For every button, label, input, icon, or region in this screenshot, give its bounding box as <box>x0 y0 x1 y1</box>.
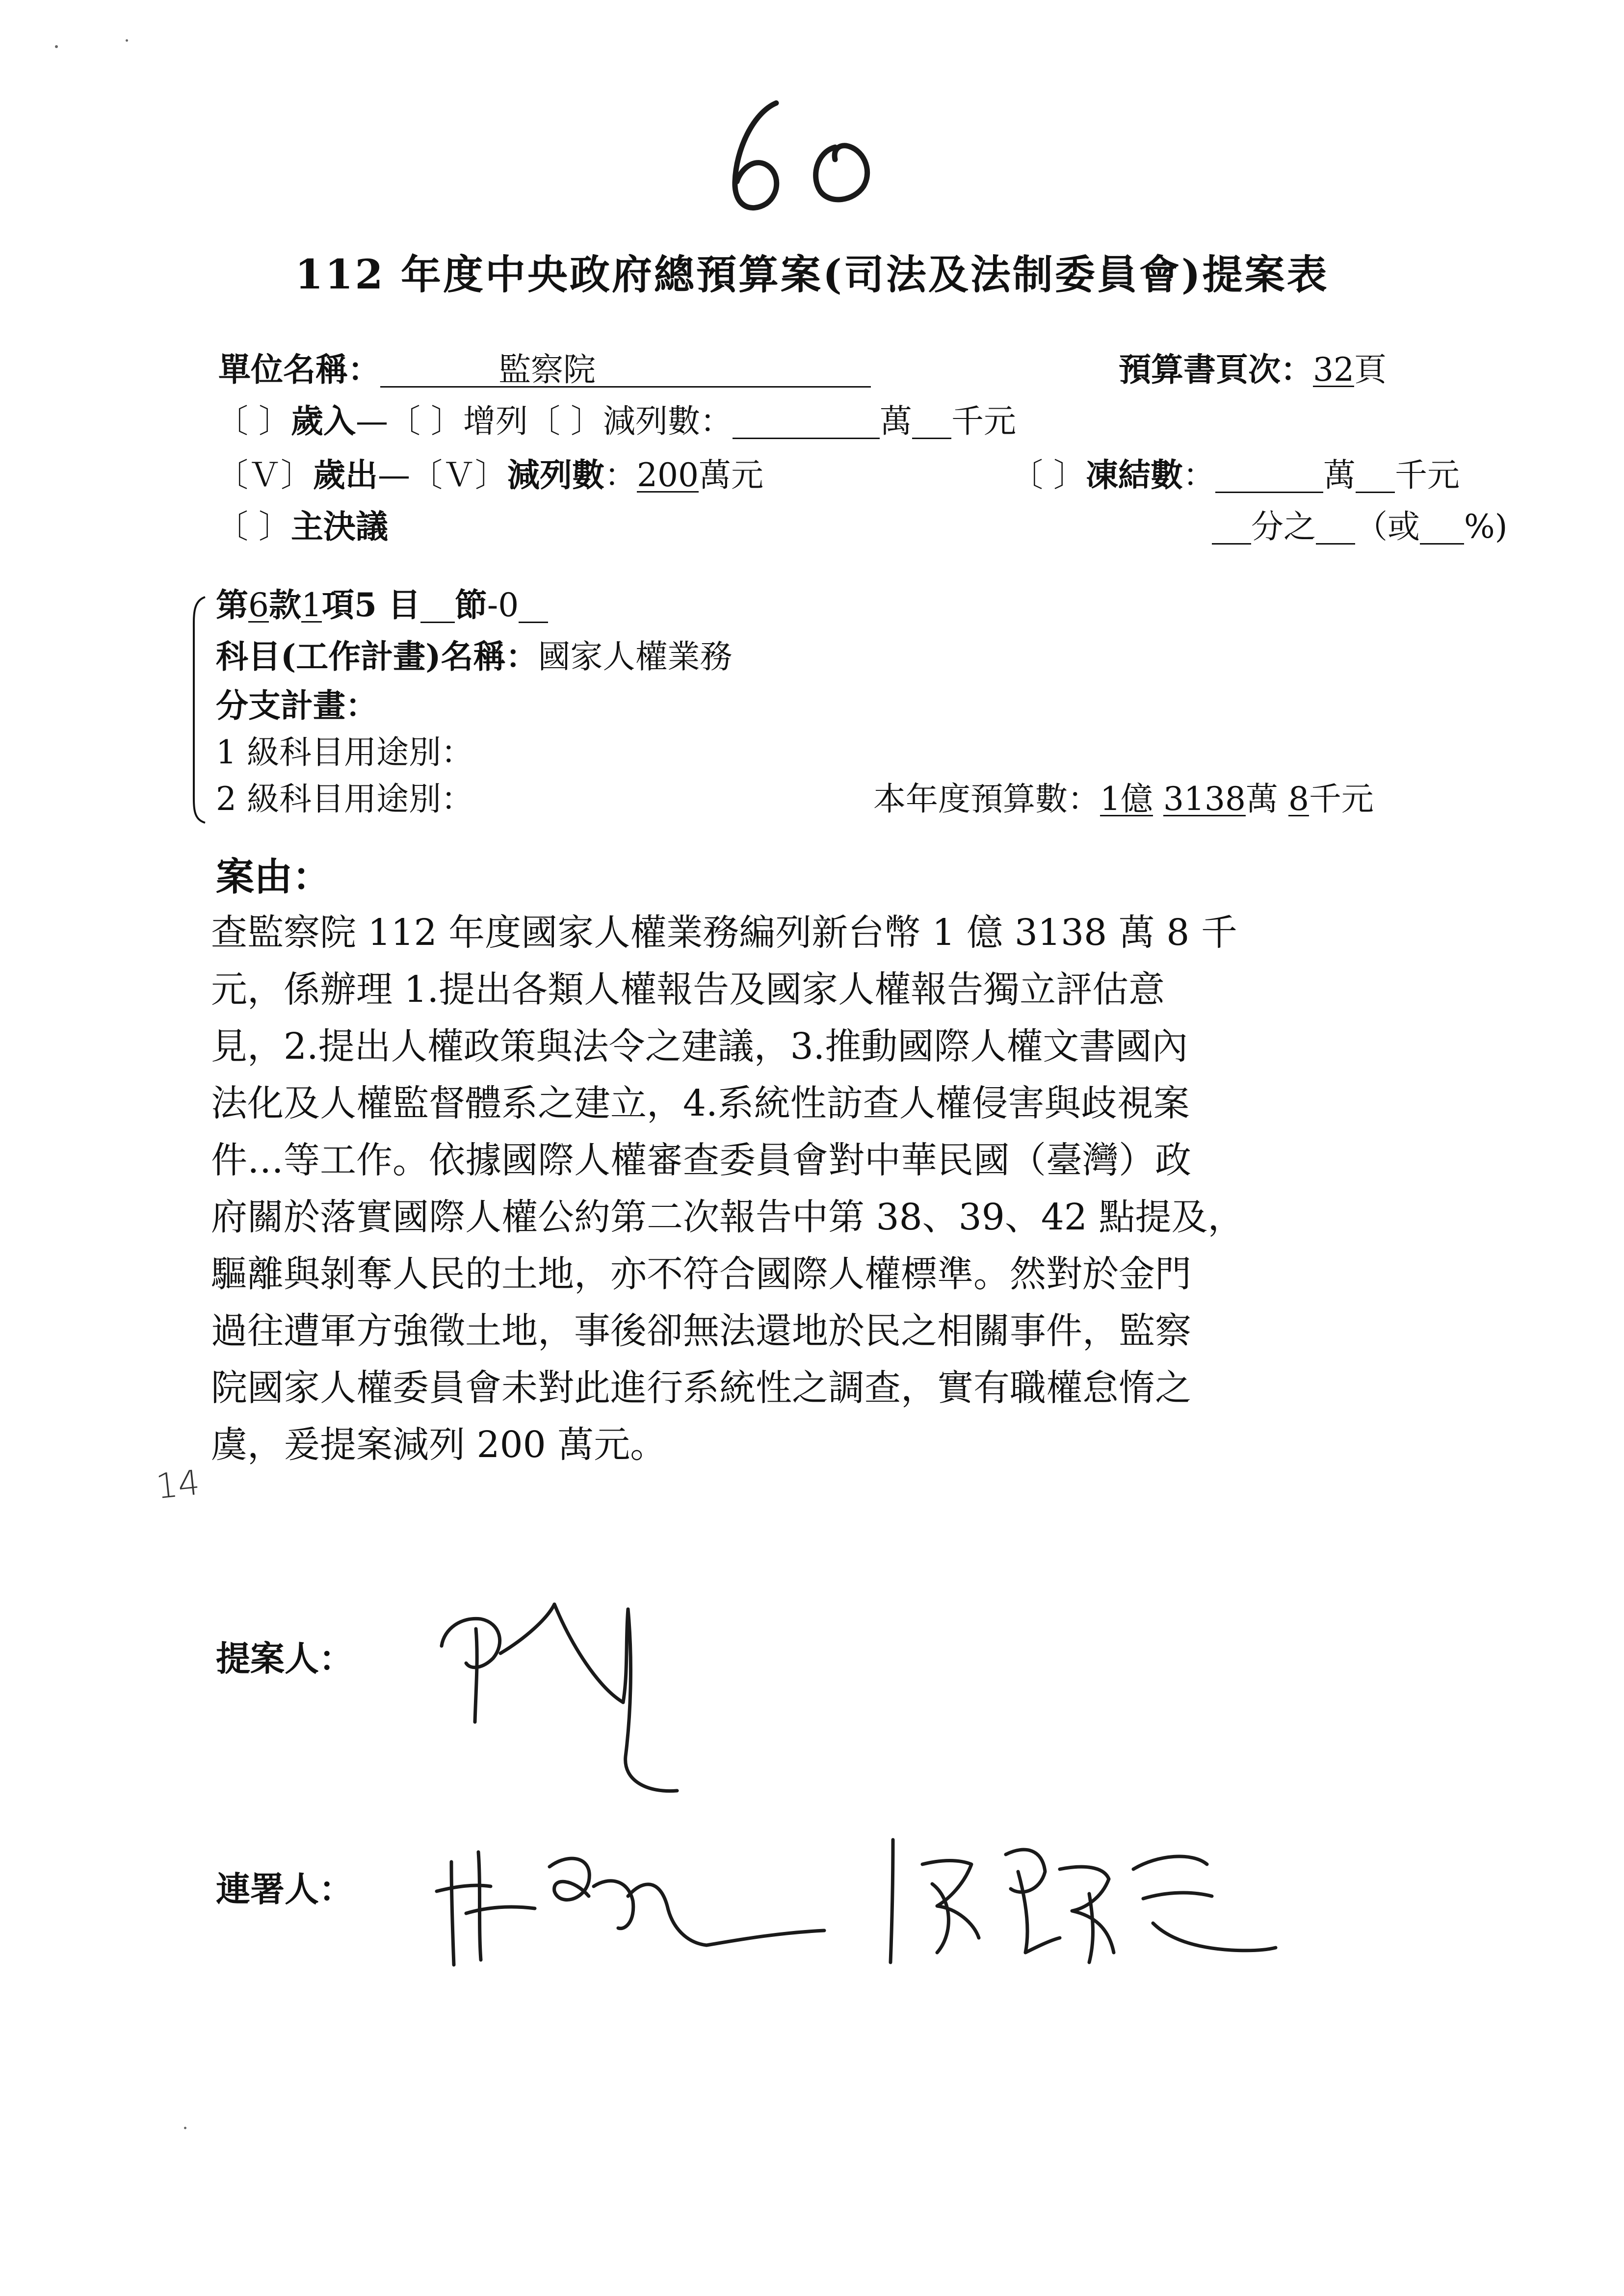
level1-label: 1 級科目用途別： <box>216 733 473 771</box>
level2-label: 2 級科目用途別： <box>216 780 473 818</box>
item-bracket <box>189 596 206 824</box>
handwritten-note: 14 <box>154 1462 202 1507</box>
qian-unit: 千元 <box>1394 456 1460 494</box>
case-line: 過往遭軍方強徵土地，事後卻無法還地於民之相關事件，監察 <box>211 1310 1191 1352</box>
colon: ： <box>1182 456 1215 494</box>
case-line: 法化及人權監督體系之建立，4.系統性訪查人權侵害與歧視案 <box>211 1082 1190 1124</box>
cut-value: 200 <box>637 456 699 494</box>
case-line: 見，2.提出人權政策與法令之建議，3.推動國際人權文書國內 <box>211 1025 1188 1068</box>
case-line: 院國家人權委員會未對此進行系統性之調查，實有職權怠惰之 <box>211 1367 1191 1409</box>
case-line: 虞，爰提案減列 200 萬元。 <box>211 1424 667 1466</box>
handwritten-page-number <box>707 91 903 218</box>
main-resolution-label: 主決議 <box>290 507 388 546</box>
annual-yi: 1 <box>1100 780 1121 818</box>
qian-unit: 千元 <box>951 402 1016 440</box>
budget-page-label: 預算書頁次： <box>1119 350 1313 389</box>
item-row <box>216 579 548 626</box>
wan-unit: 萬 <box>1323 456 1356 494</box>
case-heading: 案由： <box>216 855 331 899</box>
fraction-label: 分之 <box>1251 508 1316 546</box>
colon: ： <box>604 456 637 494</box>
revenue-decrease: 〔 〕減列數： <box>527 402 733 440</box>
subject-label: 科目(工作計畫)名稱： <box>216 637 538 676</box>
freeze-checkbox: 〔 〕 <box>1011 456 1086 494</box>
freeze-qian-blank <box>1356 459 1395 493</box>
case-line: 件…等工作。依據國際人權審查委員會對中華民國（臺灣）政 <box>211 1139 1191 1181</box>
speck <box>126 39 128 42</box>
unit-label: 單位名稱： <box>218 350 380 389</box>
jie-value: -0 <box>487 586 519 624</box>
fraction-row <box>1212 500 1507 547</box>
annual-wan-unit: 萬 <box>1245 780 1278 818</box>
subject-row <box>216 630 732 677</box>
speck <box>184 2127 186 2129</box>
annual-yi-unit: 億 <box>1121 780 1153 818</box>
freeze-wan-blank <box>1215 459 1323 493</box>
kuan-unit: 款 <box>269 586 301 624</box>
wan-unit: 萬 <box>879 402 912 440</box>
or-label: （或 <box>1355 508 1420 546</box>
cosigner-label: 連署人： <box>216 1869 353 1909</box>
dash: — <box>378 456 410 494</box>
budget-page-value: 32 <box>1313 351 1354 389</box>
unit-row <box>218 343 871 390</box>
cut-label: 減列數 <box>507 456 604 494</box>
kuan-label: 第 <box>216 586 248 624</box>
budget-page-unit: 頁 <box>1354 351 1387 389</box>
main-resolution-checkbox: 〔 〕 <box>216 508 291 546</box>
proposer-signature <box>432 1599 707 1820</box>
revenue-qian-blank <box>912 405 951 439</box>
annual-budget <box>873 773 1374 819</box>
annual-qian-unit: 千元 <box>1309 780 1374 818</box>
dash: — <box>355 402 388 440</box>
revenue-increase: 〔 〕增列 <box>388 402 528 440</box>
case-line: 驅離與剝奪人民的土地，亦不符合國際人權標準。然對於金門 <box>211 1253 1191 1295</box>
xiang-value: 1 <box>301 586 322 624</box>
mu-value: 5 目 <box>354 586 420 624</box>
percent-label: %) <box>1464 508 1508 546</box>
annual-qian: 8 <box>1288 780 1309 818</box>
cosigner-signature-1 <box>432 1832 844 1980</box>
annual-budget-label: 本年度預算數： <box>873 780 1100 818</box>
revenue-checkbox: 〔 〕 <box>216 402 291 440</box>
revenue-label: 歲入 <box>290 402 356 440</box>
fraction-blank <box>1212 511 1251 545</box>
freeze-label: 凍結數 <box>1085 456 1183 494</box>
budget-page-row <box>1119 343 1387 390</box>
revenue-wan-blank <box>733 405 880 439</box>
revenue-row <box>216 395 1016 442</box>
cut-checkbox: 〔Ｖ〕 <box>410 456 507 494</box>
annual-wan: 3138 <box>1163 780 1246 818</box>
unit-value: 監察院 <box>380 354 871 388</box>
expenditure-row <box>216 449 763 496</box>
branch-label: 分支計畫： <box>216 686 378 725</box>
speck <box>55 45 58 48</box>
main-resolution-row <box>216 500 388 547</box>
cut-unit: 萬元 <box>698 456 763 494</box>
case-line: 府關於落實國際人權公約第二次報告中第 38、39、42 點提及， <box>211 1196 1244 1238</box>
subject-value: 國家人權業務 <box>538 638 733 676</box>
numerator-blank <box>1316 511 1355 545</box>
expenditure-checkbox: 〔Ｖ〕 <box>216 456 313 494</box>
jie-unit: 節 <box>454 586 487 624</box>
freeze-row <box>1011 449 1460 496</box>
proposer-label: 提案人： <box>216 1638 353 1679</box>
case-line: 元，係辦理 1.提出各類人權報告及國家人權報告獨立評估意 <box>211 968 1165 1011</box>
percent-blank <box>1420 511 1464 545</box>
xiang-unit: 項 <box>322 586 354 624</box>
case-line: 查監察院 112 年度國家人權業務編列新台幣 1 億 3138 萬 8 千 <box>211 912 1237 954</box>
kuan-value: 6 <box>248 586 269 624</box>
jie-tail-blank <box>519 589 548 623</box>
page-title: 112 年度中央政府總預算案(司法及法制委員會)提案表 <box>295 251 1329 298</box>
jie-blank <box>420 589 455 623</box>
cosigner-signature-2 <box>878 1825 1281 1982</box>
expenditure-label: 歲出 <box>313 456 378 494</box>
